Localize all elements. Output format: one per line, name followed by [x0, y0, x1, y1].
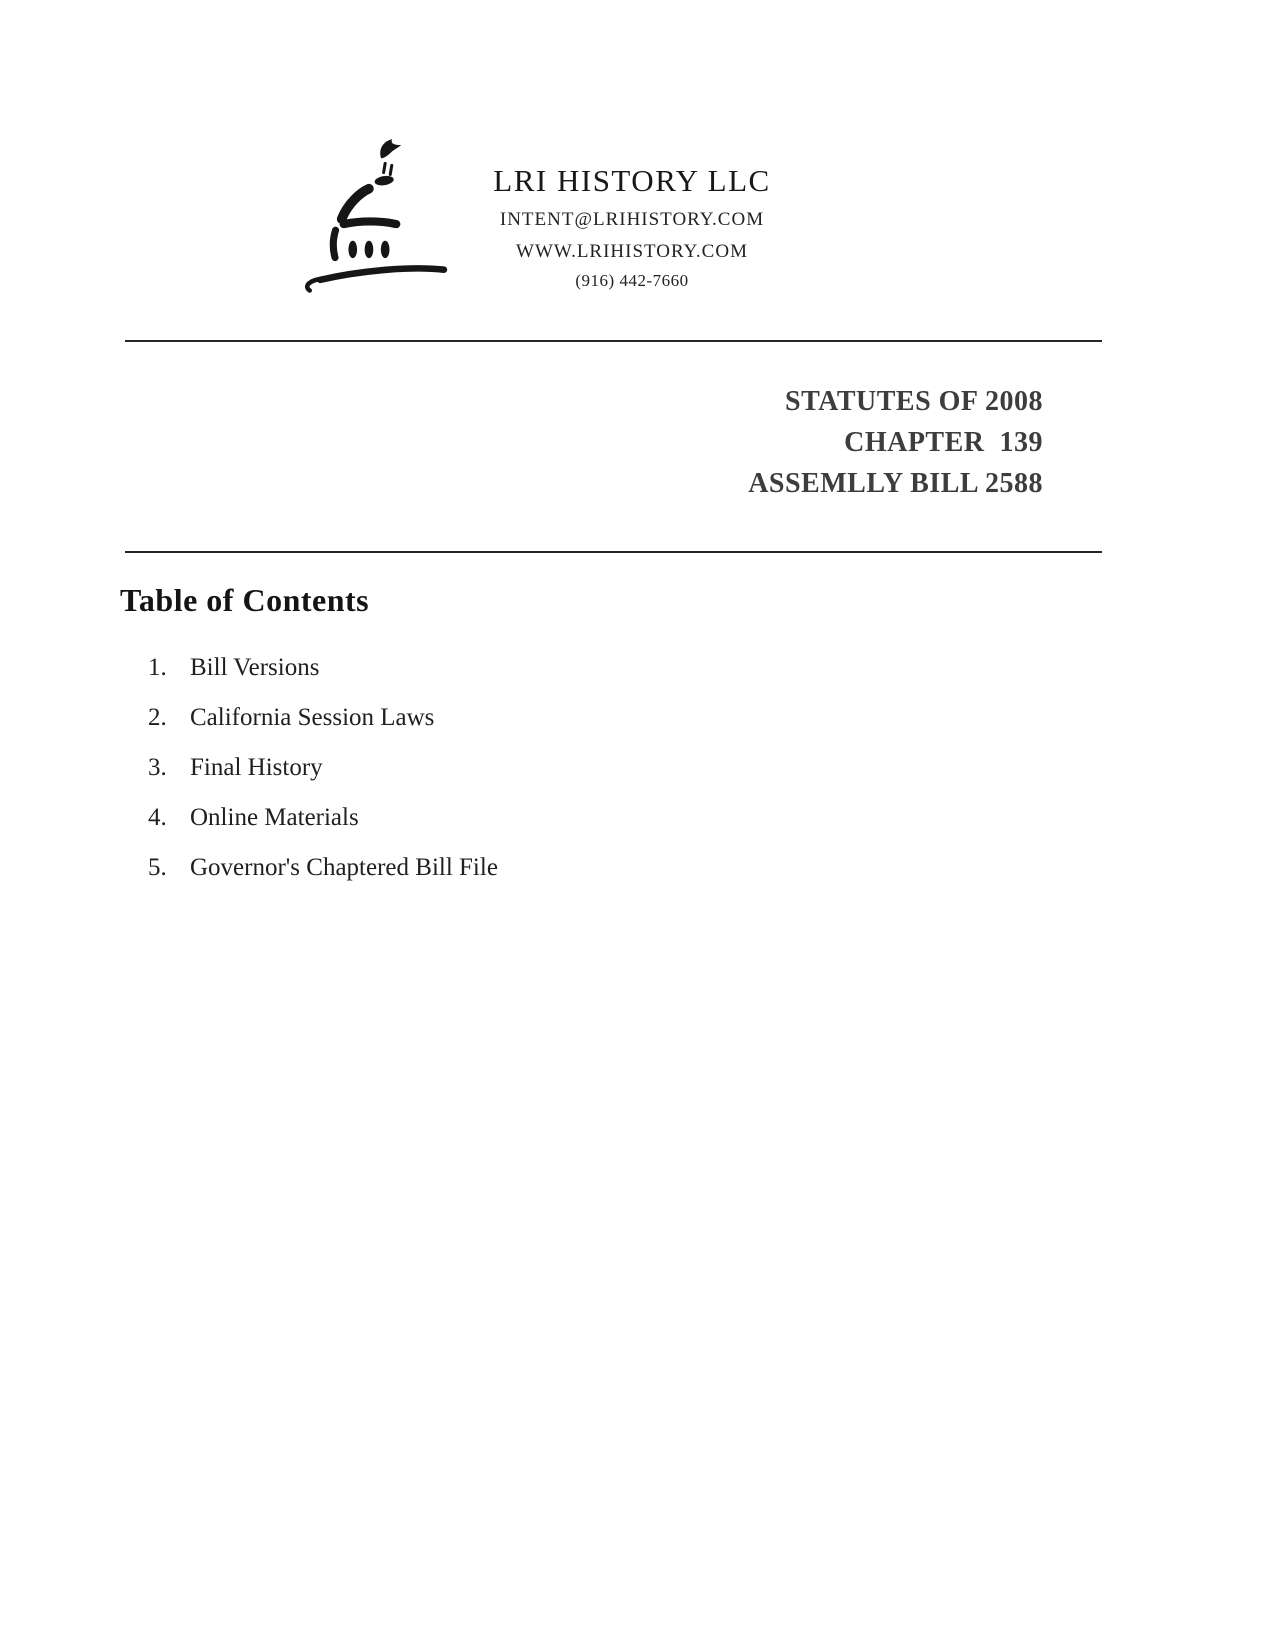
toc-heading: Table of Contents [120, 582, 370, 618]
toc-item [148, 805, 498, 831]
toc-item-label: Bill Versions [190, 654, 320, 681]
contact-email: INTENT@LRIHISTORY.COM [499, 209, 765, 230]
company-name: LRI HISTORY LLC [493, 163, 771, 198]
toc-item-label: Final History [190, 754, 323, 781]
toc-item-number: 4. [148, 804, 167, 831]
toc-item-number: 2. [148, 704, 167, 731]
toc-item [148, 755, 498, 781]
toc-list [148, 655, 498, 905]
toc-item-number: 3. [148, 754, 167, 781]
toc-item-label: Online Materials [190, 804, 359, 831]
statutes-line-3: ASSEMLLY BILL 2588 [748, 468, 1043, 499]
contact-website: WWW.LRIHISTORY.COM [516, 241, 748, 262]
divider-top [125, 340, 1102, 342]
toc-item [148, 855, 498, 881]
toc-item [148, 655, 498, 681]
capitol-dome-logo-icon [296, 134, 448, 294]
contact-phone: (916) 442-7660 [575, 271, 689, 290]
toc-item-number: 1. [148, 654, 167, 681]
toc-item-label: California Session Laws [190, 704, 435, 731]
divider-bottom [125, 551, 1102, 553]
statutes-line-2: CHAPTER 139 [844, 427, 1043, 458]
toc-item-label: Governor's Chaptered Bill File [190, 854, 498, 881]
statutes-title-block [748, 381, 1043, 504]
toc-item [148, 705, 498, 731]
statutes-line-1: STATUTES OF 2008 [785, 386, 1043, 417]
toc-item-number: 5. [148, 854, 167, 881]
